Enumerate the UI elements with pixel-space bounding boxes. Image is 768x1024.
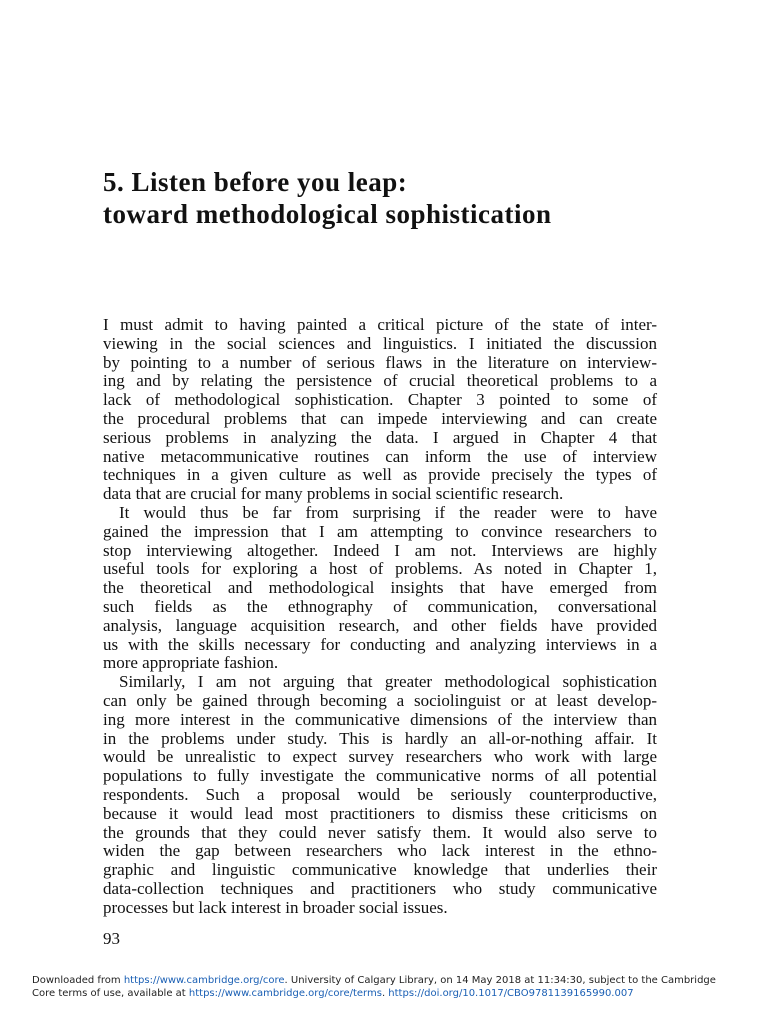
text-line: the grounds that they could never satisfy them. It would also serve to — [103, 822, 657, 842]
text-line: lack of methodological sophistication. Chapter 3 pointed to some of — [103, 390, 657, 410]
text-line: us with the skills necessary for conducting and analyzing interviews in a — [103, 634, 657, 654]
text-line: because it would lead most practitioners to dismiss these criticisms on — [103, 803, 657, 823]
page-number: 93 — [103, 929, 120, 948]
text-line: data-collection techniques and practitioners who study communicative — [103, 878, 657, 898]
footer-text: Downloaded from — [32, 975, 124, 986]
footer-text: . University of Calgary Library, on 14 May 2018 at 11:34:30, subject to the Cambridge — [284, 975, 716, 986]
chapter-title-line-1: 5. Listen before you leap: — [103, 167, 408, 197]
text-line: the theoretical and methodological insights that have emerged from — [103, 578, 657, 598]
text-line: more appropriate fashion. — [103, 653, 279, 673]
text-line: would be unrealistic to expect survey researchers who work with large — [103, 747, 657, 767]
text-line: native metacommunicative routines can inform the use of interview — [103, 446, 657, 466]
text-line: widen the gap between researchers who lack interest in the ethno- — [103, 841, 657, 861]
text-line: It would thus be far from surprising if the reader were to have — [119, 502, 657, 522]
text-line: in the problems under study. This is hardly an all-or-nothing affair. It — [103, 728, 657, 748]
text-line: processes but lack interest in broader social issues. — [103, 897, 448, 917]
text-line: such fields as the ethnography of communication, conversational — [103, 596, 657, 616]
text-line: useful tools for exploring a host of problems. As noted in Chapter 1, — [103, 559, 657, 579]
body-text — [103, 316, 657, 918]
text-line: can only be gained through becoming a sociolinguist or at least develop- — [103, 690, 657, 710]
text-line: serious problems in analyzing the data. I argued in Chapter 4 that — [103, 427, 657, 447]
chapter-title — [103, 166, 552, 230]
text-line: ing and by relating the persistence of crucial theoretical problems to a — [103, 371, 657, 391]
footer-line-1 — [32, 974, 752, 987]
text-line: Similarly, I am not arguing that greater methodological sophistication — [119, 672, 657, 692]
terms-link[interactable]: https://www.cambridge.org/core/terms — [188, 988, 382, 999]
text-line: techniques in a given culture as well as provide precisely the types of — [103, 465, 657, 485]
paragraph-2 — [103, 504, 657, 673]
footer-text: . — [381, 988, 389, 999]
footer-line-2 — [32, 987, 752, 1000]
chapter-title-line-2: toward methodological sophistication — [103, 199, 552, 229]
doi-link[interactable]: https://doi.org/10.1017/CBO9781139165990.007 — [388, 988, 634, 999]
text-line: I must admit to having painted a critical picture of the state of inter- — [103, 315, 657, 334]
paragraph-1 — [103, 316, 657, 504]
text-line: graphic and linguistic communicative knowledge that underlies their — [103, 860, 657, 880]
text-line: analysis, language acquisition research, and other fields have provided — [103, 615, 657, 635]
text-line: the procedural problems that can impede interviewing and can create — [103, 408, 657, 428]
download-footer — [32, 974, 752, 1000]
text-line: ing more interest in the communicative dimensions of the interview than — [103, 709, 657, 729]
paragraph-3 — [103, 673, 657, 917]
footer-text: Core terms of use, available at — [32, 988, 189, 999]
text-line: by pointing to a number of serious flaws in the literature on interview- — [103, 352, 657, 372]
text-line: data that are crucial for many problems in social scientific research. — [103, 484, 564, 504]
text-line: viewing in the social sciences and linguistics. I initiated the discussion — [103, 333, 657, 353]
text-line: respondents. Such a proposal would be seriously counterproductive, — [103, 784, 657, 804]
text-line: stop interviewing altogether. Indeed I am not. Interviews are highly — [103, 540, 657, 560]
text-line: gained the impression that I am attempting to convince researchers to — [103, 521, 657, 541]
cambridge-core-link[interactable]: https://www.cambridge.org/core — [123, 975, 285, 986]
text-line: populations to fully investigate the communicative norms of all potential — [103, 766, 657, 786]
